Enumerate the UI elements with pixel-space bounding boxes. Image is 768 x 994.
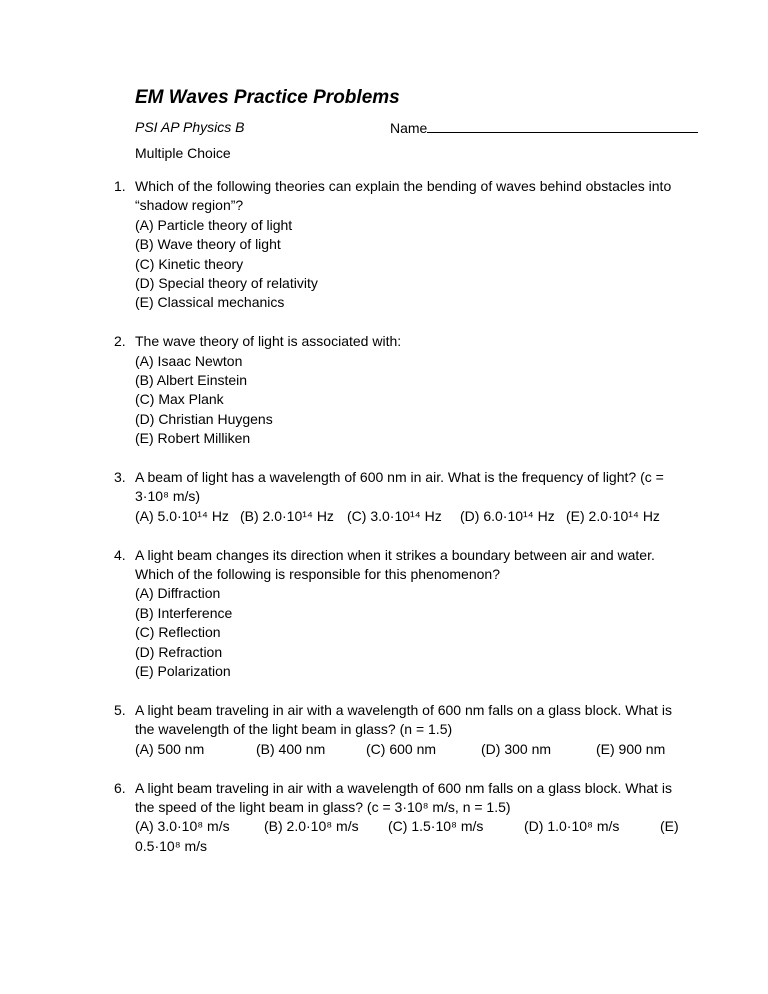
question-text: A light beam changes its direction when it strikes a boundary between air and water. Which of the following is responsible for this phenomenon?: [135, 546, 655, 583]
answer-option: (B) 2.0·10⁸ m/s: [264, 818, 359, 835]
section-heading: Multiple Choice: [135, 145, 231, 161]
name-field: [390, 118, 698, 138]
answer-options: [135, 507, 669, 526]
answer-options: [135, 817, 691, 856]
answer-option: (A) 5.0·10¹⁴ Hz: [135, 507, 229, 524]
question-number: 5.: [114, 701, 126, 718]
course-name: PSI AP Physics B: [135, 119, 245, 135]
answer-option: (E) 900 nm: [596, 740, 666, 757]
answer-option: (E) Polarization: [135, 663, 231, 680]
question-text: A light beam traveling in air with a wavelength of 600 nm falls on a glass block. What is the wavelength of the light beam in glass? (n = 1.5): [135, 701, 672, 738]
question-3: [114, 468, 694, 526]
answer-option: (B) 400 nm: [256, 740, 326, 757]
answer-option: (E) Robert Milliken: [135, 430, 251, 447]
answer-option: (A) Diffraction: [135, 585, 221, 602]
answer-option: (B) Wave theory of light: [135, 236, 281, 253]
name-blank-line: [427, 118, 698, 133]
question-text: The wave theory of light is associated with:: [135, 333, 402, 350]
question-1: [114, 177, 694, 313]
answer-option: (D) Refraction: [135, 643, 223, 660]
answer-option: (D) Christian Huygens: [135, 410, 273, 427]
answer-option: (A) 500 nm: [135, 740, 205, 757]
answer-option: (B) 2.0·10¹⁴ Hz: [240, 507, 334, 524]
question-number: 6.: [114, 779, 126, 796]
answer-option: (D) 1.0·10⁸ m/s: [524, 818, 620, 835]
answer-options: [135, 740, 675, 759]
document-title: EM Waves Practice Problems: [135, 87, 400, 108]
question-list: [114, 177, 694, 876]
answer-option: (D) 300 nm: [481, 740, 552, 757]
answer-option: (D) 6.0·10¹⁴ Hz: [460, 507, 555, 524]
question-5: [114, 701, 694, 759]
answer-option: (B) Albert Einstein: [135, 372, 248, 389]
answer-option: (D) Special theory of relativity: [135, 275, 318, 292]
question-text: Which of the following theories can explain the bending of waves behind obstacles into “shadow region”?: [135, 178, 672, 214]
answer-option: (E) 0.5·10⁸ m/s: [135, 818, 679, 854]
question-2: [114, 332, 694, 448]
answer-option: (E) 2.0·10¹⁴ Hz: [566, 507, 660, 524]
question-number: 4.: [114, 546, 126, 563]
question-text: A beam of light has a wavelength of 600 nm in air. What is the frequency of light? (c = 3·10⁸ m/s): [135, 469, 664, 505]
answer-option: (C) Reflection: [135, 624, 221, 641]
answer-option: (C) 3.0·10¹⁴ Hz: [347, 507, 442, 524]
answer-option: (A) Isaac Newton: [135, 352, 243, 369]
question-text: A light beam traveling in air with a wavelength of 600 nm falls on a glass block. What is the speed of the light beam in glass? (c = 3·10⁸ m/s, n = 1.5): [135, 779, 672, 815]
name-label: Name: [390, 120, 428, 136]
answer-option: (C) 600 nm: [366, 740, 437, 757]
answer-option: (B) Interference: [135, 604, 233, 621]
answer-option: (C) Kinetic theory: [135, 255, 244, 272]
question-6: [114, 779, 694, 857]
question-number: 2.: [114, 333, 126, 350]
answer-option: (A) Particle theory of light: [135, 216, 293, 233]
answer-option: (C) Max Plank: [135, 391, 224, 408]
answer-option: (C) 1.5·10⁸ m/s: [388, 818, 484, 835]
question-4: [114, 546, 694, 682]
question-number: 1.: [114, 178, 126, 194]
answer-option: (E) Classical mechanics: [135, 294, 285, 311]
question-number: 3.: [114, 469, 126, 486]
answer-option: (A) 3.0·10⁸ m/s: [135, 818, 230, 835]
